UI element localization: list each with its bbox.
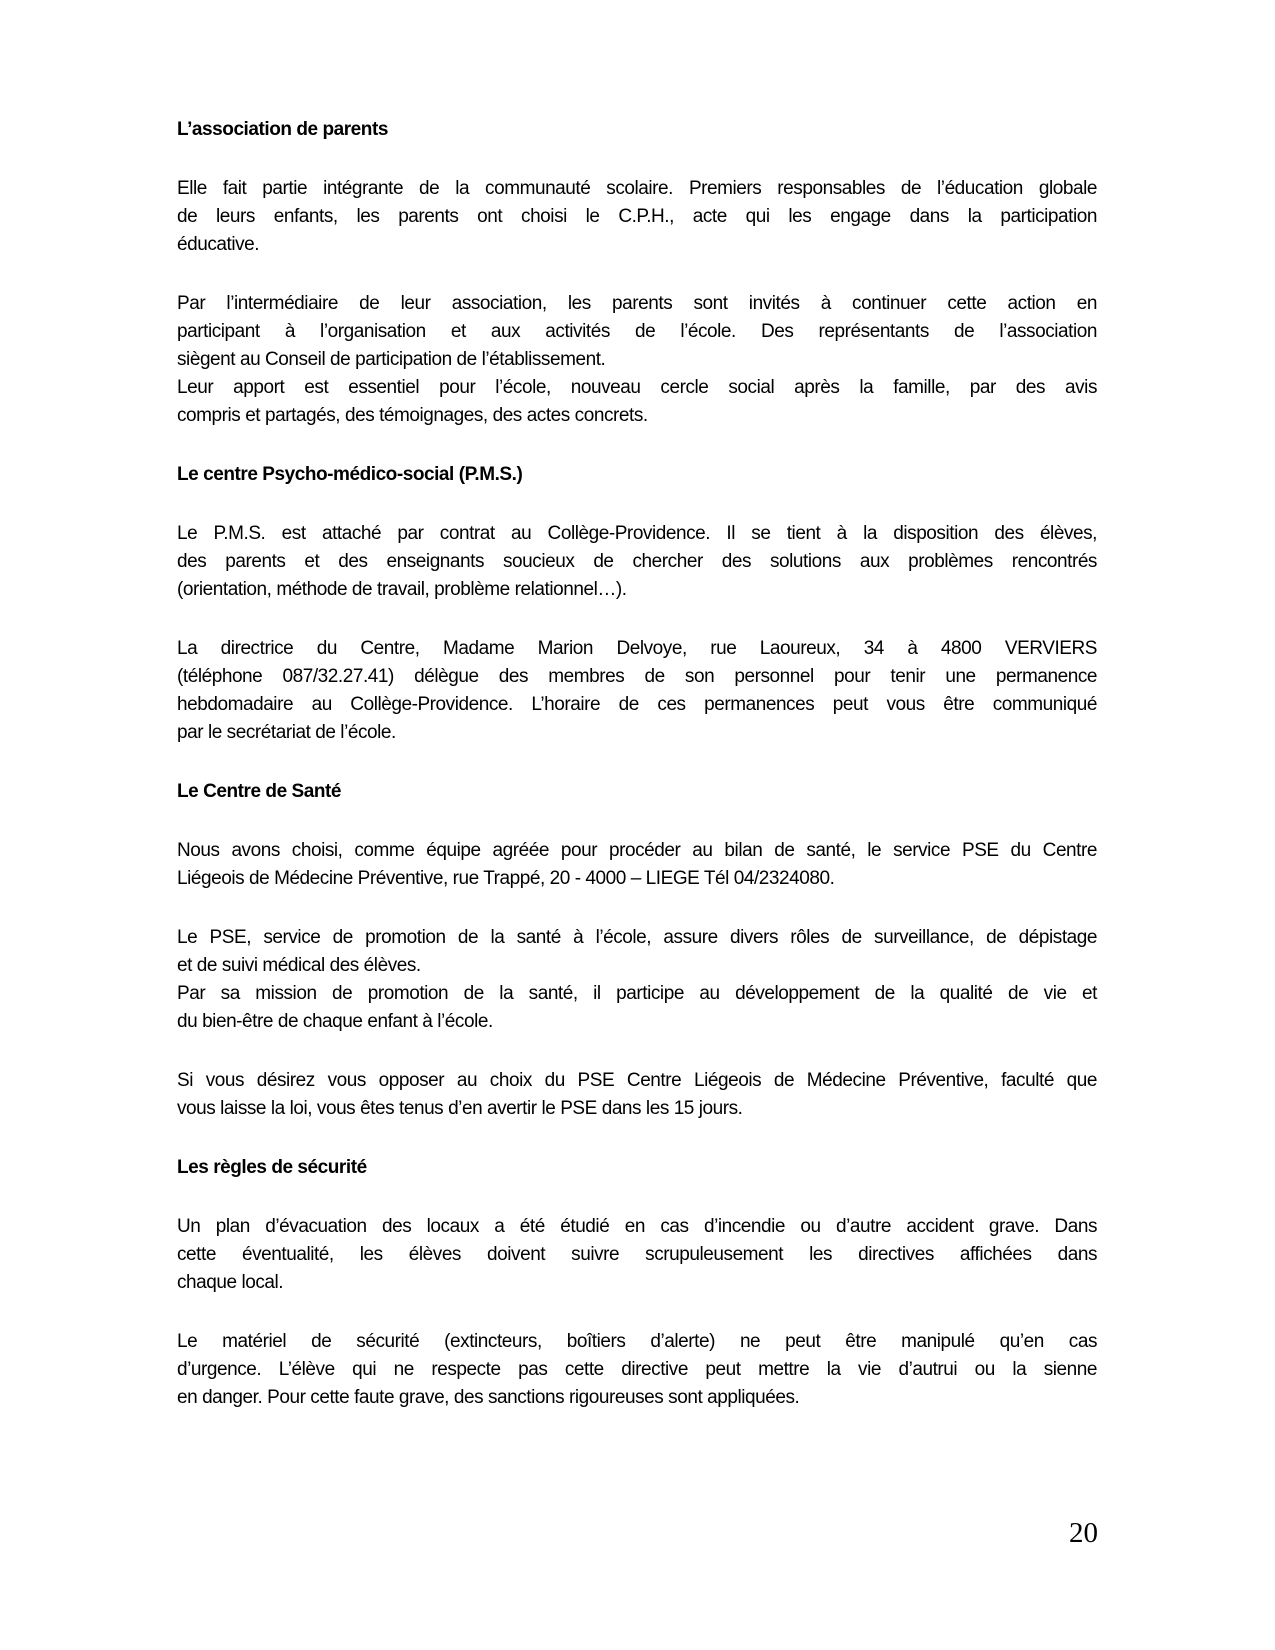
text-line: La directrice du Centre, Madame Marion Delvoye, rue Laoureux, 34 à 4800 VERVIERS [177,638,1097,659]
text-line: (téléphone 087/32.27.41) délègue des membres de son personnel pour tenir une permanence [177,666,1097,687]
text-line: cette éventualité, les élèves doivent suivre scrupuleusement les directives affichées dans [177,1244,1097,1265]
page-number: 20 [1069,1517,1098,1549]
text-line: Leur apport est essentiel pour l’école, nouveau cercle social après la famille, par des avis [177,377,1097,398]
text-line: compris et partagés, des témoignages, des actes concrets. [177,405,648,426]
text-line: participant à l’organisation et aux activités de l’école. Des représentants de l’association [177,321,1097,342]
text-line: (orientation, méthode de travail, problème relationnel…). [177,579,627,600]
text-line: Par sa mission de promotion de la santé, il participe au développement de la qualité de vie et [177,983,1097,1004]
text-line: en danger. Pour cette faute grave, des sanctions rigoureuses sont appliquées. [177,1387,800,1408]
paragraph [177,290,1097,430]
text-line: Le PSE, service de promotion de la santé à l’école, assure divers rôles de surveillance, de dépistage [177,927,1097,948]
document-body [177,116,1097,1412]
text-line: siègent au Conseil de participation de l’établissement. [177,349,606,370]
text-line: Le matériel de sécurité (extincteurs, boîtiers d’alerte) ne peut être manipulé qu’en cas [177,1331,1097,1352]
paragraph [177,837,1097,893]
section-heading: Les règles de sécurité [177,1157,367,1178]
text-line: et de suivi médical des élèves. [177,955,421,976]
text-line: Elle fait partie intégrante de la communauté scolaire. Premiers responsables de l’éducation globale [177,178,1097,199]
paragraph [177,1067,1097,1123]
text-line: du bien-être de chaque enfant à l’école. [177,1011,493,1032]
text-line: par le secrétariat de l’école. [177,722,396,743]
text-line: d’urgence. L’élève qui ne respecte pas cette directive peut mettre la vie d’autrui ou la sienne [177,1359,1097,1380]
paragraph [177,635,1097,747]
paragraph [177,1328,1097,1412]
text-line: Un plan d’évacuation des locaux a été étudié en cas d’incendie ou d’autre accident grave. Dans [177,1216,1097,1237]
section-heading: Le Centre de Santé [177,781,342,802]
text-line: Liégeois de Médecine Préventive, rue Trappé, 20 - 4000 – LIEGE Tél 04/2324080. [177,868,835,889]
text-line: Si vous désirez vous opposer au choix du PSE Centre Liégeois de Médecine Préventive, faculté que [177,1070,1097,1091]
section-heading: L’association de parents [177,119,388,140]
text-line: des parents et des enseignants soucieux de chercher des solutions aux problèmes rencontrés [177,551,1097,572]
text-line: de leurs enfants, les parents ont choisi le C.P.H., acte qui les engage dans la participation [177,206,1097,227]
text-line: Le P.M.S. est attaché par contrat au Collège-Providence. Il se tient à la disposition des élèves, [177,523,1097,544]
paragraph [177,520,1097,604]
text-line: chaque local. [177,1272,284,1293]
text-line: hebdomadaire au Collège-Providence. L’horaire de ces permanences peut vous être communiqué [177,694,1097,715]
text-line: Par l’intermédiaire de leur association, les parents sont invités à continuer cette action en [177,293,1097,314]
section-heading: Le centre Psycho-médico-social (P.M.S.) [177,464,523,485]
paragraph [177,1213,1097,1297]
paragraph [177,924,1097,1036]
text-line: vous laisse la loi, vous êtes tenus d’en avertir le PSE dans les 15 jours. [177,1098,743,1119]
text-line: Nous avons choisi, comme équipe agréée pour procéder au bilan de santé, le service PSE du Centre [177,840,1097,861]
text-line: éducative. [177,234,260,255]
paragraph [177,175,1097,259]
